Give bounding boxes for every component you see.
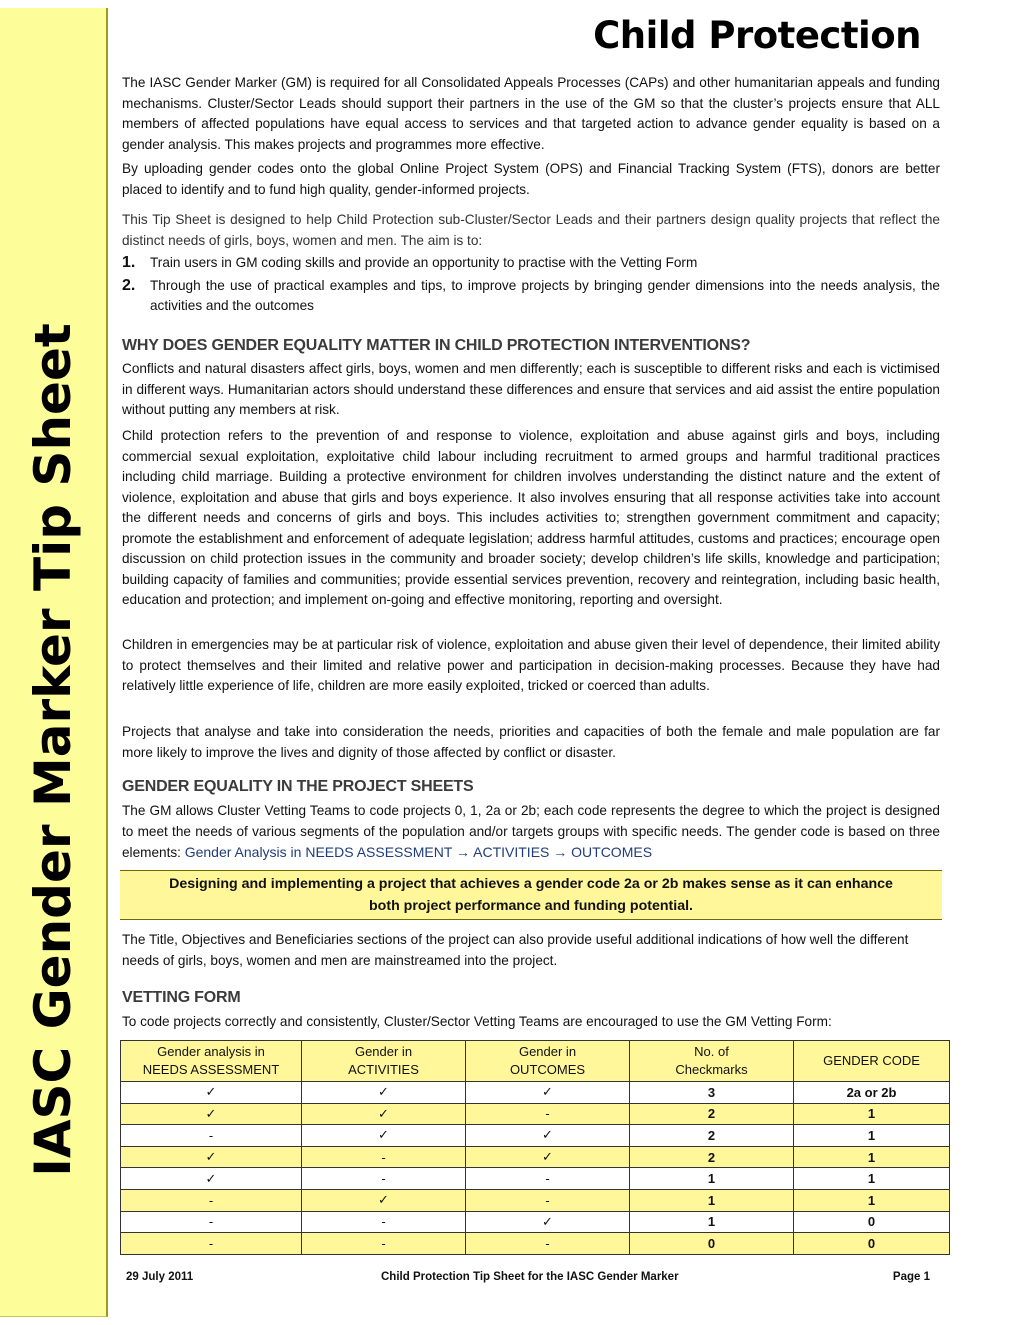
- why-paragraph-2: Child protection refers to the prevention of and response to violence, exploitation and abuse against girls and boys, including commercial sexual exploitation, exploitative child labour including recruitment to armed groups and harmful traditional practices including child marriage. Building a protective environment for children involves understanding the distinct nature and the extent of violence, exploitation and abuse that girls and boys experience. It also involves ensuring that all response activities take into account the different needs and concerns of girls and boys. This includes activities to; strengthen government commitment and capacity; promote the establishment and enforcement of adequate legislation; address harmful attitudes, customs and practices; encourage open discussion on child protection issues in the community and broader society; develop children’s life skills, knowledge and participation; building capacity of families and communities; provide essential services prevention, recovery and reintegration, including basic health, education and protection; and implement on-going and effective monitoring, reporting and oversight.: [122, 428, 940, 607]
- vetting-paragraph: To code projects correctly and consistently, Cluster/Sector Vetting Teams are encouraged to use the GM Vetting Form:: [122, 1014, 832, 1029]
- section-heading-project-sheets: GENDER EQUALITY IN THE PROJECT SHEETS: [122, 778, 474, 795]
- why-paragraph-1: Conflicts and natural disasters affect girls, boys, women and men differently; each is susceptible to different risks and each is victimised in different ways. Humanitarian actors should understand these differences and ensure that services and aid assist the entire population without putting any members at risk.: [122, 361, 940, 417]
- table-row: ✓ ✓ ✓ 3 2a or 2b: [121, 1082, 950, 1104]
- table-row: - ✓ ✓ 2 1: [121, 1125, 950, 1147]
- table-row: ✓ - ✓ 2 1: [121, 1146, 950, 1168]
- why-paragraph-4: Projects that analyse and take into consideration the needs, priorities and capacities of both the female and male population are far more likely to improve the lives and dignity of those affected by conflict or disaster.: [122, 724, 940, 760]
- table-row: ✓ ✓ - 2 1: [121, 1103, 950, 1125]
- header-outcomes: Gender in OUTCOMES: [466, 1041, 630, 1082]
- intro-paragraph-2: By uploading gender codes onto the global Online Project System (OPS) and Financial Tracking System (FTS), donors are better placed to identify and to fund high quality, gender-informed projects.: [122, 161, 940, 197]
- vetting-form-table: [120, 1040, 950, 1255]
- sidebar-title: IASC Gender Marker Tip Sheet: [24, 323, 82, 1177]
- header-checkmarks: No. of Checkmarks: [630, 1041, 794, 1082]
- project-sheets-paragraph: The GM allows Cluster Vetting Teams to code projects 0, 1, 2a or 2b; each code represents the degree to which the project is designed to meet the needs of various segments of the population and/or targets groups with specific needs. The gender code is based on three elements: Gender Analysis in NEEDS ASSESSMENT → ACTIVITIES → OUTCOMES: [122, 803, 940, 860]
- table-header-row: [121, 1041, 950, 1082]
- intro-paragraph-1: The IASC Gender Marker (GM) is required for all Consolidated Appeals Processes (CAPs) and other humanitarian appeals and funding mechanisms. Cluster/Sector Leads should support their partners in the use of the GM so that the cluster’s projects ensure that ALL members of affected populations have equal access to services and that targeted action to advance gender equality is based on a gender analysis. This makes projects and programmes more effective.: [122, 75, 940, 152]
- aim-item: 2. Through the use of practical examples and tips, to improve projects by bringing gender dimensions into the needs analysis, the activities and the outcomes: [122, 276, 940, 313]
- section-heading-vetting: VETTING FORM: [122, 989, 241, 1006]
- aims-list: [122, 253, 940, 317]
- header-gender-code: GENDER CODE: [794, 1041, 950, 1082]
- section-heading-why: WHY DOES GENDER EQUALITY MATTER IN CHILD PROTECTION INTERVENTIONS?: [122, 337, 751, 354]
- header-activities: Gender in ACTIVITIES: [302, 1041, 466, 1082]
- intro-paragraph-3: This Tip Sheet is designed to help Child Protection sub-Cluster/Sector Leads and their partners design quality projects that reflect the distinct needs of girls, boys, women and men. The aim is to:: [122, 212, 940, 248]
- sidebar-banner: [0, 8, 108, 1317]
- table-row: ✓ - - 1 1: [121, 1168, 950, 1190]
- page-title: Child Protection: [593, 14, 921, 57]
- table-row: - - ✓ 1 0: [121, 1211, 950, 1233]
- table-row: - ✓ - 1 1: [121, 1189, 950, 1211]
- aim-item: 1. Train users in GM coding skills and provide an opportunity to practise with the Vetting Form: [122, 254, 698, 271]
- gender-code-elements: Gender Analysis in NEEDS ASSESSMENT → ACTIVITIES → OUTCOMES: [184, 844, 653, 860]
- footer-page-number: Page 1: [892, 1271, 930, 1283]
- table-row: - - - 0 0: [121, 1233, 950, 1255]
- footer-title: Child Protection Tip Sheet for the IASC Gender Marker: [381, 1271, 679, 1283]
- why-paragraph-3: Children in emergencies may be at particular risk of violence, exploitation and abuse given their level of dependence, their limited ability to protect themselves and their limited and relative power and participation in decision-making processes. Because they have had relatively little experience of life, children are more easily exploited, tricked or coerced than adults.: [122, 637, 940, 693]
- callout-box: Designing and implementing a project that achieves a gender code 2a or 2b makes sense as it can enhance both project performance and funding potential.: [120, 870, 942, 920]
- header-needs-assessment: Gender analysis in NEEDS ASSESSMENT: [121, 1041, 302, 1082]
- project-sheets-paragraph-2: The Title, Objectives and Beneficiaries sections of the project can also provide useful additional indications of how well the different needs of girls, boys, women and men are mainstreamed into the project.: [122, 932, 909, 968]
- footer-date: 29 July 2011: [126, 1271, 194, 1283]
